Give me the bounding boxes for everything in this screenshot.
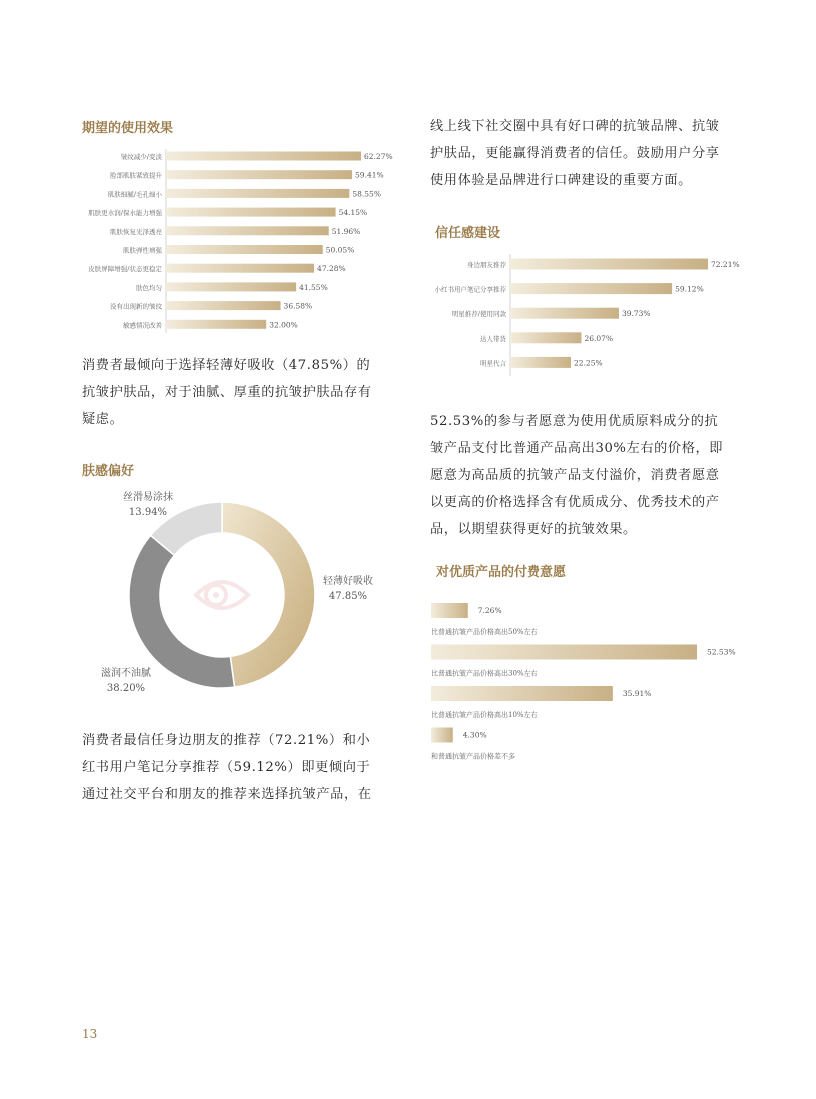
effect-bar xyxy=(166,245,323,254)
trust-section-title: 信任感建设 xyxy=(435,226,501,241)
trust-value-label: 39.73% xyxy=(621,309,651,319)
trust-bar-chart xyxy=(435,254,740,376)
effect-value-label: 58.55% xyxy=(352,189,381,199)
effect-value-label: 59.41% xyxy=(355,170,384,180)
effect-bar xyxy=(166,170,352,179)
effect-category-label: 皱纹减少/变淡 xyxy=(120,153,162,161)
donut-slice xyxy=(129,535,234,688)
effect-bar-chart xyxy=(88,149,392,333)
effect-bar xyxy=(166,208,336,217)
trust-bar xyxy=(510,259,708,270)
trust-bar xyxy=(510,332,581,343)
pay-bar xyxy=(431,728,453,743)
texture-section-title: 肤感偏好 xyxy=(82,464,135,479)
trust-bar xyxy=(510,357,571,368)
trust-value-label: 26.07% xyxy=(584,333,614,343)
donut-slice-name: 丝滑易涂抹 xyxy=(123,492,173,503)
effect-value-label: 36.58% xyxy=(283,301,313,311)
donut-slice-value: 38.20% xyxy=(106,683,146,694)
paragraph-wordofmouth: 线上线下社交圈中具有好口碑的抗皱品牌、抗皱 护肤品，更能赢得消费者的信任。鼓励用户分享 使用体验是品牌进行口碑建设的重要方面。 xyxy=(430,119,720,188)
effect-value-label: 41.55% xyxy=(299,282,328,292)
pay-category-label: 和普通抗皱产品价格差不多 xyxy=(431,752,515,761)
trust-bar xyxy=(510,308,619,319)
pay-value-label: 35.91% xyxy=(622,689,652,698)
effect-category-label: 肌肤弹性增强 xyxy=(123,246,162,255)
trust-category-label: 明星代言 xyxy=(480,359,506,368)
effect-value-label: 47.28% xyxy=(317,264,346,274)
paragraph-texture: 消费者最倾向于选择轻薄好吸收（47.85%）的 抗皱护肤品，对于油腻、厚重的抗皱护肤品存有 疑虑。 xyxy=(82,358,372,427)
trust-category-label: 明星推荐/使用同款 xyxy=(451,310,506,319)
pay-bar-chart xyxy=(431,603,736,761)
effect-category-label: 肌肤更水润/保水能力增强 xyxy=(88,209,162,218)
effect-category-label: 肌肤细腻/毛孔细小 xyxy=(107,190,162,199)
pay-bar xyxy=(431,645,697,660)
donut-slice-value: 47.85% xyxy=(328,591,368,602)
paragraph-trust: 消费者最信任身边朋友的推荐（72.21%）和小 红书用户笔记分享推荐（59.12%）即更倾向于 通过社交平台和朋友的推荐来选择抗皱产品，在 xyxy=(82,733,372,802)
pay-bar xyxy=(431,686,613,701)
pay-section-title: 对优质产品的付费意愿 xyxy=(436,565,567,580)
effect-section-title: 期望的使用效果 xyxy=(82,121,174,136)
effect-category-label: 没有出现新的皱纹 xyxy=(110,302,162,311)
pay-category-label: 比普通抗皱产品价格高出10%左右 xyxy=(431,711,538,719)
page-number: 13 xyxy=(82,1027,98,1041)
pay-category-label: 比普通抗皱产品价格高出50%左右 xyxy=(431,628,538,636)
trust-bar xyxy=(510,283,672,294)
effect-category-label: 肤色均匀 xyxy=(136,283,162,292)
pay-value-label: 52.53% xyxy=(707,647,736,657)
pay-value-label: 7.26% xyxy=(477,606,502,615)
effect-bar xyxy=(166,226,329,235)
donut-slice-name: 轻薄好吸收 xyxy=(323,576,373,587)
effect-bar xyxy=(166,282,296,291)
trust-value-label: 22.25% xyxy=(574,358,603,368)
pay-bar xyxy=(431,603,468,618)
effect-value-label: 51.96% xyxy=(331,226,361,236)
effect-bar xyxy=(166,320,266,329)
donut-slice-value: 13.94% xyxy=(128,507,168,518)
effect-value-label: 50.05% xyxy=(325,245,355,255)
effect-bar xyxy=(166,301,281,310)
trust-category-label: 达人带货 xyxy=(480,334,506,343)
pay-value-label: 4.30% xyxy=(462,730,487,740)
donut-slice-name: 滋润不油腻 xyxy=(101,668,151,679)
trust-value-label: 59.12% xyxy=(675,284,704,294)
trust-category-label: 小红书用户笔记分享推荐 xyxy=(434,285,506,294)
effect-category-label: 皮肤屏障增强/状态更稳定 xyxy=(88,265,162,274)
eye-watermark-icon xyxy=(196,582,248,608)
texture-donut-chart xyxy=(101,490,373,694)
effect-bar xyxy=(166,189,349,198)
pay-category-label: 比普通抗皱产品价格高出30%左右 xyxy=(431,669,538,678)
effect-category-label: 脸部肌肤紧致提升 xyxy=(110,171,162,180)
effect-value-label: 62.27% xyxy=(364,152,393,161)
donut-slice xyxy=(222,502,315,687)
trust-category-label: 身边朋友推荐 xyxy=(467,261,506,269)
effect-value-label: 32.00% xyxy=(269,320,298,330)
paragraph-payment: 52.53%的参与者愿意为使用优质原料成分的抗 皱产品支付比普通产品高出30%左右的价格，即 愿意为高品质的抗皱产品支付溢价，消费者愿意 以更高的价格选择含有优质成分、优秀技术的产 品，以期望获得更好的抗皱效果。 xyxy=(430,414,724,537)
effect-category-label: 敏感情况改善 xyxy=(123,321,162,330)
effect-value-label: 54.15% xyxy=(338,208,368,218)
trust-value-label: 72.21% xyxy=(711,260,740,269)
effect-bar xyxy=(166,264,314,273)
effect-bar xyxy=(166,152,361,161)
effect-category-label: 肌肤恢复光泽透亮 xyxy=(110,227,162,236)
